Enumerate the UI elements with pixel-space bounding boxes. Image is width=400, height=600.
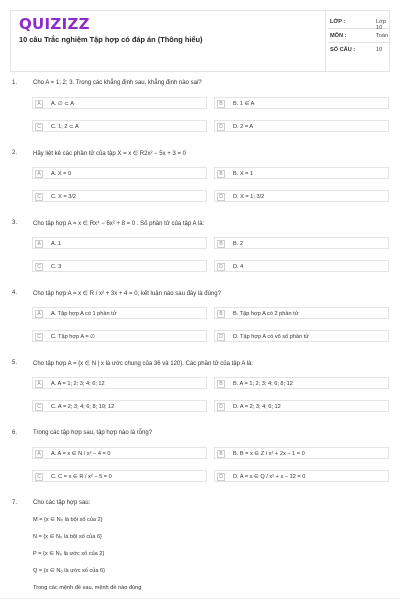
question-text: Cho tập hợp A = x ∈ R / x² + 3x + 4 = 0, kết luận nào sau đây là đúng?	[33, 291, 221, 297]
option-d[interactable]	[214, 260, 389, 272]
question-number: 2.	[12, 150, 18, 156]
option-text: D. Tập hợp A có vô số phần tử	[233, 333, 310, 340]
option-letter: B	[217, 170, 225, 178]
option-c[interactable]	[32, 400, 207, 412]
question-number: 6.	[12, 430, 18, 436]
question-text: Cho các tập hợp sau:	[33, 500, 91, 506]
option-letter: C	[35, 403, 43, 411]
question-number: 7.	[12, 500, 18, 506]
option-letter: B	[217, 380, 225, 388]
option-text: A. 1	[51, 240, 61, 247]
option-text: B. Tập hợp A có 2 phần tử	[233, 310, 299, 317]
option-letter: D	[217, 263, 225, 271]
option-letter: A	[35, 240, 43, 248]
question-number: 1.	[12, 80, 18, 86]
option-a[interactable]	[32, 167, 207, 179]
meta-value: Lớp 10	[376, 19, 386, 31]
meta-row-subject	[328, 29, 390, 43]
option-text: B. 2	[233, 240, 243, 247]
option-text: C. 1; 2 ⊂ A	[51, 123, 79, 130]
option-d[interactable]	[214, 470, 389, 482]
question-text: Hãy liệt kê các phần tử của tập X = x ∈ R2x² − 5x + 3 = 0	[33, 151, 186, 157]
option-text: D. 2 = A	[233, 123, 254, 130]
option-text: D. A = 2; 3; 4; 6; 12	[233, 403, 281, 410]
option-letter: B	[217, 240, 225, 248]
option-letter: D	[217, 123, 225, 131]
meta-label: LỚP :	[330, 19, 346, 25]
question-number: 3.	[12, 220, 18, 226]
option-text: B. B = x ∈ Z / x² + 2x − 1 = 0	[233, 450, 305, 457]
option-b[interactable]	[214, 167, 389, 179]
option-text: D. A = x ∈ Q / x² + x − 12 = 0	[233, 473, 306, 480]
option-d[interactable]	[214, 120, 389, 132]
option-a[interactable]	[32, 237, 207, 249]
question-text: Trong các tập hợp sau, tập hợp nào là rỗng?	[33, 430, 153, 436]
option-text: B. A = 1; 2; 3; 4; 6; 8; 12	[233, 380, 293, 387]
meta-label: MÔN :	[330, 33, 347, 39]
question-number: 4.	[12, 290, 18, 296]
option-c[interactable]	[32, 260, 207, 272]
option-text: C. Tập hợp A = ∅	[51, 333, 96, 340]
option-letter: C	[35, 473, 43, 481]
question-prompt: Trong các mệnh đề sau, mệnh đề nào đúng	[33, 585, 142, 591]
option-text: B. 1 ∈ A	[233, 100, 255, 107]
option-letter: C	[35, 123, 43, 131]
option-text: A. ∅ ⊂ A	[51, 100, 74, 107]
option-letter: A	[35, 380, 43, 388]
option-letter: B	[217, 100, 225, 108]
option-letter: D	[217, 333, 225, 341]
option-letter: B	[217, 310, 225, 318]
option-text: D. X = 1; 3/2	[233, 193, 265, 200]
option-letter: A	[35, 450, 43, 458]
option-letter: D	[217, 193, 225, 201]
header-divider	[325, 11, 326, 71]
question-text: Cho tập hợp A = x ∈ Rx⁴ − 6x² + 8 = 0 . Số phần tử của tập A là:	[33, 221, 205, 227]
option-letter: A	[35, 310, 43, 318]
meta-table	[328, 15, 390, 56]
question-number: 5.	[12, 360, 18, 366]
set-definition-m: M = {x ∈ N₀ là bội số của 2}	[33, 517, 103, 523]
option-a[interactable]	[32, 307, 207, 319]
set-definition-n: N = {x ∈ N₀ là bội số của 6}	[33, 534, 102, 540]
meta-row-count	[328, 43, 390, 56]
meta-label: SỐ CÂU :	[330, 47, 356, 53]
option-letter: B	[217, 450, 225, 458]
option-text: C. 3	[51, 263, 62, 270]
option-b[interactable]	[214, 237, 389, 249]
option-text: C. A = 2; 3; 4; 6; 8; 10; 12	[51, 403, 115, 410]
option-c[interactable]	[32, 120, 207, 132]
meta-row-grade	[328, 15, 390, 29]
option-text: A. Tập hợp A có 1 phần tử	[51, 310, 117, 317]
option-text: D. 4	[233, 263, 244, 270]
option-letter: A	[35, 170, 43, 178]
option-b[interactable]	[214, 447, 389, 459]
option-a[interactable]	[32, 377, 207, 389]
option-letter: C	[35, 263, 43, 271]
option-letter: D	[217, 403, 225, 411]
option-letter: C	[35, 193, 43, 201]
quizizz-logo[interactable]: QUIZIZZ	[19, 15, 90, 33]
option-d[interactable]	[214, 330, 389, 342]
option-letter: C	[35, 333, 43, 341]
worksheet-header	[10, 10, 390, 72]
meta-value: Toán	[376, 33, 389, 39]
page-bottom-border	[0, 598, 400, 599]
set-definition-q: Q = {x ∈ N₀ là ước số của 6}	[33, 568, 105, 574]
option-b[interactable]	[214, 307, 389, 319]
option-c[interactable]	[32, 330, 207, 342]
question-text: Cho A = 1; 2; 3. Trong các khẳng định sau, khẳng định nào sai?	[33, 80, 202, 86]
option-letter: D	[217, 473, 225, 481]
option-text: A. X = 0	[51, 170, 72, 177]
meta-value: 10	[376, 47, 383, 53]
option-d[interactable]	[214, 400, 389, 412]
option-d[interactable]	[214, 190, 389, 202]
option-b[interactable]	[214, 97, 389, 109]
option-c[interactable]	[32, 470, 207, 482]
option-text: A. A = x ∈ N / x² − 4 = 0	[51, 450, 111, 457]
option-a[interactable]	[32, 447, 207, 459]
option-c[interactable]	[32, 190, 207, 202]
option-a[interactable]	[32, 97, 207, 109]
option-text: A. A = 1; 2; 3; 4; 6; 12	[51, 380, 105, 387]
question-text: Cho tập hợp A = {x ∈ N | x là ước chung của 36 và 120}. Các phần tử của tập A là:	[33, 361, 253, 367]
set-definition-p: P = {x ∈ N₀ là ước số của 2}	[33, 551, 105, 557]
option-text: C. X = 3/2	[51, 193, 77, 200]
option-letter: A	[35, 100, 43, 108]
document-title: 10 câu Trắc nghiệm Tập hợp có đáp án (Thông hiểu)	[19, 35, 203, 44]
option-text: C. C = x ∈ R / x² − 5 = 0	[51, 473, 112, 480]
option-text: B. X = 1	[233, 170, 254, 177]
option-b[interactable]	[214, 377, 389, 389]
